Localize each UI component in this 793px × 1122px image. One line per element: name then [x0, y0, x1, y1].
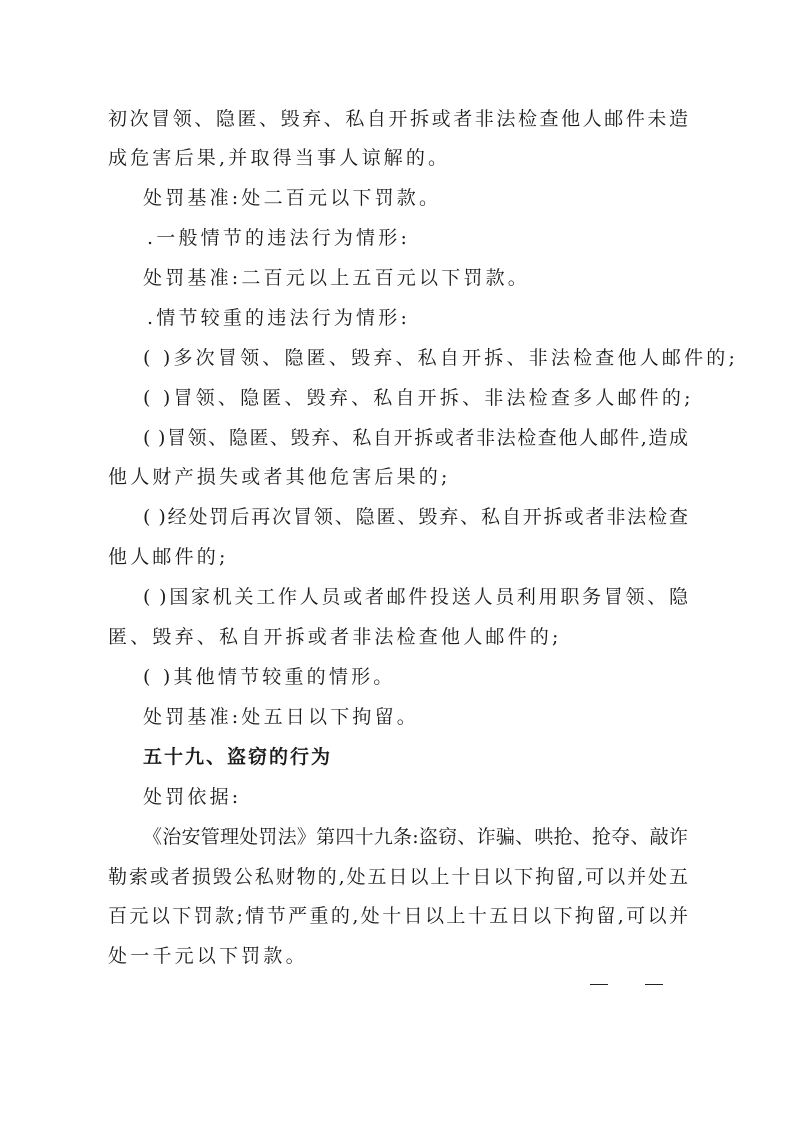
paragraph-line: 成危害后果,并取得当事人谅解的。	[108, 147, 451, 169]
law-text-line: 百元以下罚款;情节严重的,处十日以上十五日以下拘留,可以并	[108, 905, 688, 927]
list-item: ( )国家机关工作人员或者邮件投送人员利用职务冒领、隐	[143, 586, 688, 608]
penalty-standard: 处罚基准:处二百元以下罚款。	[143, 187, 442, 209]
list-item: ( )冒领、隐匿、毁弃、私自开拆、非法检查多人邮件的;	[143, 387, 694, 409]
law-text-line: 处一千元以下罚款。	[108, 945, 308, 967]
list-item: ( )其他情节较重的情形。	[143, 666, 396, 688]
list-item: ( )冒领、隐匿、毁弃、私自开拆或者非法检查他人邮件,造成	[143, 427, 688, 449]
list-item-continuation: 他人财产损失或者其他危害后果的;	[108, 466, 451, 488]
subsection-title: .一般情节的违法行为情形:	[147, 227, 411, 249]
penalty-standard: 处罚基准:二百元以上五百元以下罚款。	[143, 267, 531, 289]
list-item: ( )多次冒领、隐匿、毁弃、私自开拆、非法检查他人邮件的;	[143, 347, 739, 369]
list-item-continuation: 匿、毁弃、私自开拆或者非法检查他人邮件的;	[108, 626, 562, 648]
law-text-line: 勒索或者损毁公私财物的,处五日以上十日以下拘留,可以并处五	[108, 866, 688, 888]
list-item-continuation: 他人邮件的;	[108, 546, 229, 568]
list-item: ( )经处罚后再次冒领、隐匿、毁弃、私自开拆或者非法检查	[143, 506, 688, 528]
basis-label: 处罚依据:	[143, 786, 242, 808]
law-text-line: 《治安管理处罚法》第四十九条:盗窃、诈骗、哄抢、抢夺、敲诈	[143, 826, 688, 848]
section-heading: 五十九、盗窃的行为	[143, 746, 333, 768]
subsection-title: .情节较重的违法行为情形:	[147, 307, 411, 329]
penalty-standard: 处罚基准:处五日以下拘留。	[143, 706, 420, 728]
paragraph-line: 初次冒领、隐匿、毁弃、私自开拆或者非法检查他人邮件未造	[108, 108, 688, 130]
page-number-dash-right	[645, 984, 663, 985]
page-number-dash-left	[590, 984, 608, 985]
